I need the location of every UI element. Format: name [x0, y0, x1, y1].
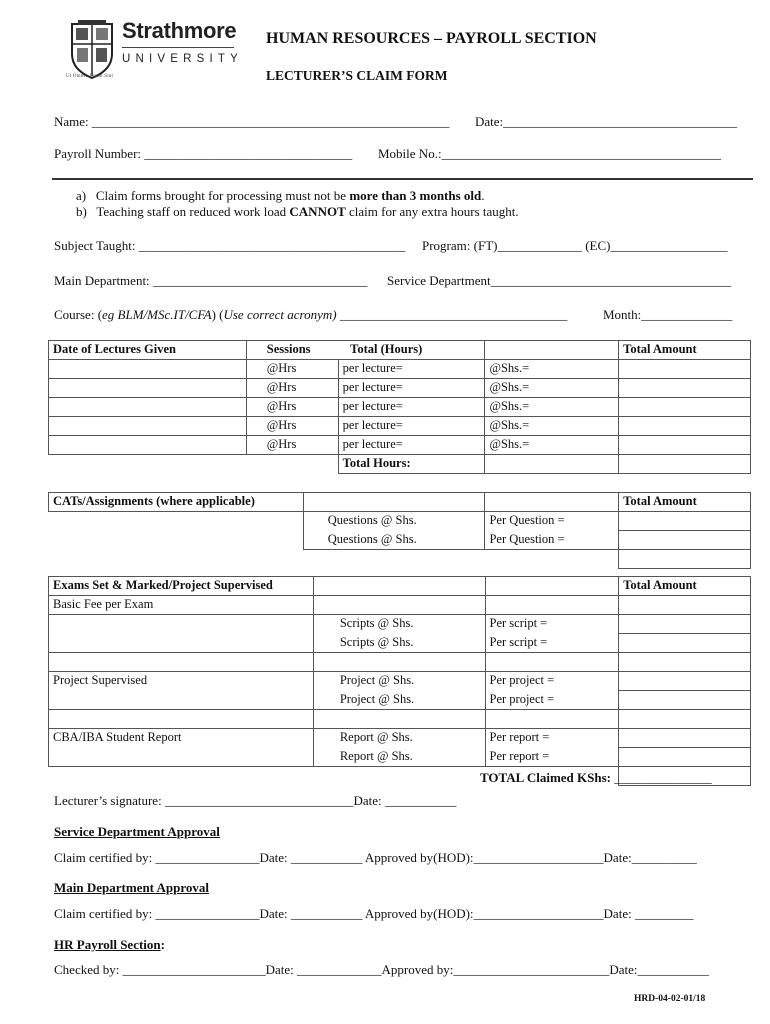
table-row[interactable]: Questions @ Shs. Per Question = [49, 512, 751, 531]
exams-table [48, 576, 751, 786]
date-field[interactable]: Date:____________________________________ [475, 114, 738, 129]
column-header: Exams Set & Marked/Project Supervised [49, 577, 314, 596]
lectures-table [48, 340, 751, 474]
column-header: Total (Hours) [338, 341, 485, 360]
total-hours-label: Total Hours: [338, 455, 485, 474]
cats-table [48, 492, 751, 569]
service-department-field[interactable]: Service Department_____________________________________ [387, 273, 732, 288]
subject-field[interactable]: Subject Taught: _________________________________________ [54, 238, 406, 253]
program-field[interactable]: Program: (FT)_____________ (EC)__________________ [422, 238, 728, 253]
course-field[interactable]: Course: (eg BLM/MSc.IT/CFA) (Use correct acronym) ___________________________________ [54, 307, 568, 322]
table-row[interactable]: @Hrs per lecture= @Shs.= [49, 436, 751, 455]
note-b: b) Teaching staff on reduced work load CANNOT claim for any extra hours taught. [76, 204, 519, 219]
logo-subtitle: UNIVERSITY [122, 53, 244, 65]
table-row[interactable]: @Hrs per lecture= @Shs.= [49, 417, 751, 436]
table-row[interactable]: Project Supervised Project @ Shs. Per project = [49, 672, 751, 691]
table-row[interactable] [49, 653, 751, 672]
table-row[interactable]: Report @ Shs. Per report = [49, 748, 751, 767]
table-row[interactable]: Questions @ Shs. Per Question = [49, 531, 751, 550]
table-row[interactable]: Basic Fee per Exam [49, 596, 751, 615]
logo-motto: Ut Omnes Unum Sint [66, 74, 114, 79]
month-field[interactable]: Month:______________ [603, 307, 733, 322]
table-row[interactable]: @Hrs per lecture= @Shs.= [49, 379, 751, 398]
logo-wordmark: Strathmore [122, 18, 237, 43]
table-row [49, 577, 751, 596]
table-row[interactable]: @Hrs per lecture= @Shs.= [49, 398, 751, 417]
hr-payroll-line[interactable]: Checked by: ______________________Date: _____________Approved by:________________________Date:___________ [54, 962, 709, 977]
page-title: HUMAN RESOURCES – PAYROLL SECTION [266, 30, 597, 47]
service-approval-heading: Service Department Approval [54, 824, 220, 839]
table-row[interactable]: @Hrs per lecture= @Shs.= [49, 360, 751, 379]
table-row [49, 341, 751, 360]
mobile-field[interactable]: Mobile No.:___________________________________________ [378, 146, 722, 161]
table-row[interactable] [49, 550, 751, 569]
main-department-field[interactable]: Main Department: _________________________________ [54, 273, 368, 288]
document-code: HRD-04-02-01/18 [634, 994, 706, 1004]
main-approval-heading: Main Department Approval [54, 880, 210, 895]
table-row[interactable]: Scripts @ Shs. Per script = [49, 615, 751, 634]
service-approval-line[interactable]: Claim certified by: ________________Date: ___________ Approved by(HOD):____________________Date:__________ [54, 850, 697, 865]
main-approval-line[interactable]: Claim certified by: ________________Date: ___________ Approved by(HOD):____________________Date: _________ [54, 906, 694, 921]
name-field[interactable]: Name: _______________________________________________________ [54, 114, 450, 129]
lecturer-signature-field[interactable]: Lecturer’s signature: _____________________________Date: ___________ [54, 793, 457, 808]
form-title: LECTURER’S CLAIM FORM [266, 68, 448, 83]
table-row[interactable]: Project @ Shs. Per project = [49, 691, 751, 710]
hr-payroll-heading: HR Payroll Section: [54, 937, 165, 952]
column-header: Sessions [246, 341, 338, 360]
section-divider [52, 178, 753, 180]
payroll-number-field[interactable]: Payroll Number: ________________________________ [54, 146, 353, 161]
note-a: a) Claim forms brought for processing must not be more than 3 months old. [76, 188, 485, 203]
table-row[interactable]: CBA/IBA Student Report Report @ Shs. Per report = [49, 729, 751, 748]
column-header: Total Amount [619, 577, 751, 596]
column-header: CATs/Assignments (where applicable) [49, 493, 304, 512]
column-header: Date of Lectures Given [49, 341, 247, 360]
table-row [49, 493, 751, 512]
column-header: Total Amount [619, 493, 751, 512]
column-header: Total Amount [619, 341, 751, 360]
table-row[interactable]: Scripts @ Shs. Per script = [49, 634, 751, 653]
total-claimed-field[interactable]: TOTAL Claimed KShs: _______________ [480, 770, 712, 785]
crest-icon [68, 20, 116, 82]
table-row[interactable] [49, 710, 751, 729]
table-row[interactable] [49, 455, 751, 474]
logo-divider [122, 47, 234, 48]
